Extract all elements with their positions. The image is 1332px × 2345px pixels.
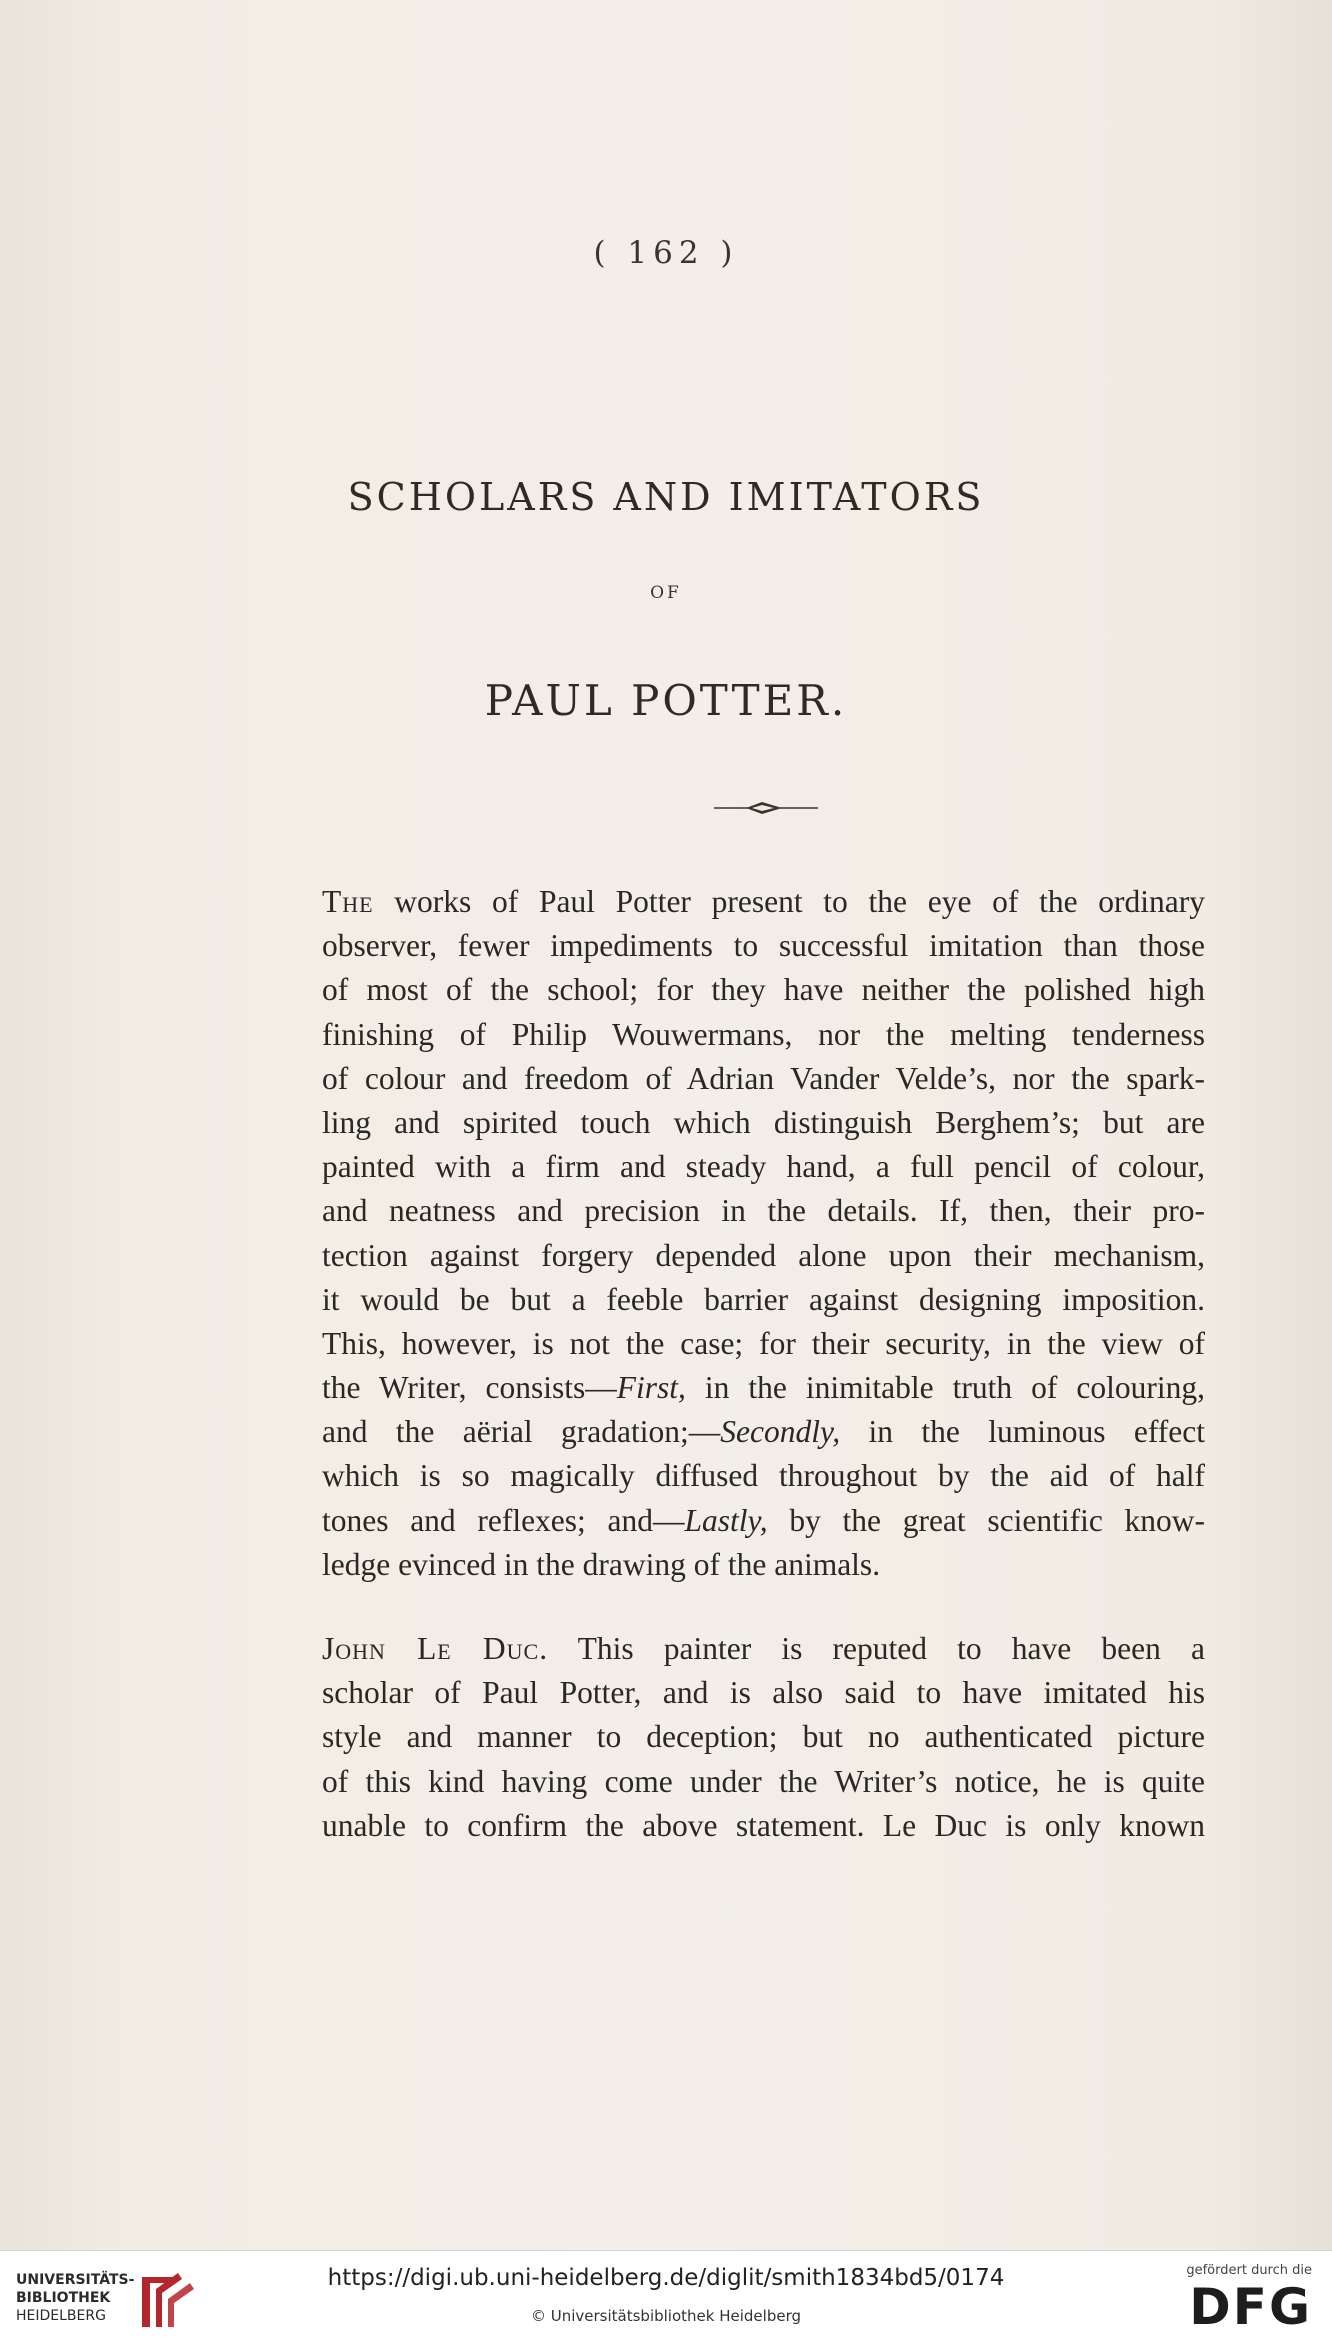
- paragraph-1: The works of Paul Potter present to the eye of the ordinary observer, fewer impediments to successful imitation than those of most of the school; for they have neither the polished high finishing of Philip Wouwermans, nor the melting tenderness of colour and freedom of Adrian Vander Velde’s, nor the spark- ling and spirited touch which distinguish Berghem’s; but are painted with a firm and steady hand, a full pencil of colour, and neatness and precision in the details. If, then, their pro- tection against forgery depended alone upon their mechanism, it would be but a feeble barrier against designing imposition. This, however, is not the case; for their security, in the view of the Writer, consists—First, in the inimitable truth of colouring, and the aërial gradation;—Secondly, in the luminous effect which is so magically diffused throughout by the aid of half tones and reflexes; and—Lastly, by the great scientific know- ledge evinced in the drawing of the animals.: [322, 884, 1206, 1582]
- ornament-divider-icon: [0, 796, 1332, 820]
- page-url-link[interactable]: https://digi.ub.uni-heidelberg.de/diglit/smith1834bd5/0174: [327, 2265, 1005, 2291]
- chapter-title: SCHOLARS AND IMITATORS: [347, 475, 985, 519]
- paragraph-2: John Le Duc. This painter is reputed to have been a scholar of Paul Potter, and is also said to have imitated his style and manner to deception; but no authenticated picture of this kind having come under the Writer’s notice, he is quite unable to confirm the above statement. Le Duc is only known: [322, 1631, 1205, 1843]
- chapter-title-of: OF: [650, 583, 682, 603]
- dfg-logo[interactable]: gefördert durch die DFG: [1186, 2263, 1312, 2336]
- paragraph-1-lead: The: [322, 884, 374, 919]
- copyright-notice: © Universitätsbibliothek Heidelberg: [530, 2307, 801, 2325]
- chapter-subtitle: PAUL POTTER.: [484, 676, 848, 725]
- footer-bar: [0, 2250, 1332, 2345]
- paragraph-2-lead: John Le Duc.: [322, 1631, 549, 1666]
- library-logo[interactable]: UNIVERSITÄTS- BIBLIOTHEK HEIDELBERG: [16, 2271, 196, 2331]
- page-number: ( 162 ): [593, 235, 739, 271]
